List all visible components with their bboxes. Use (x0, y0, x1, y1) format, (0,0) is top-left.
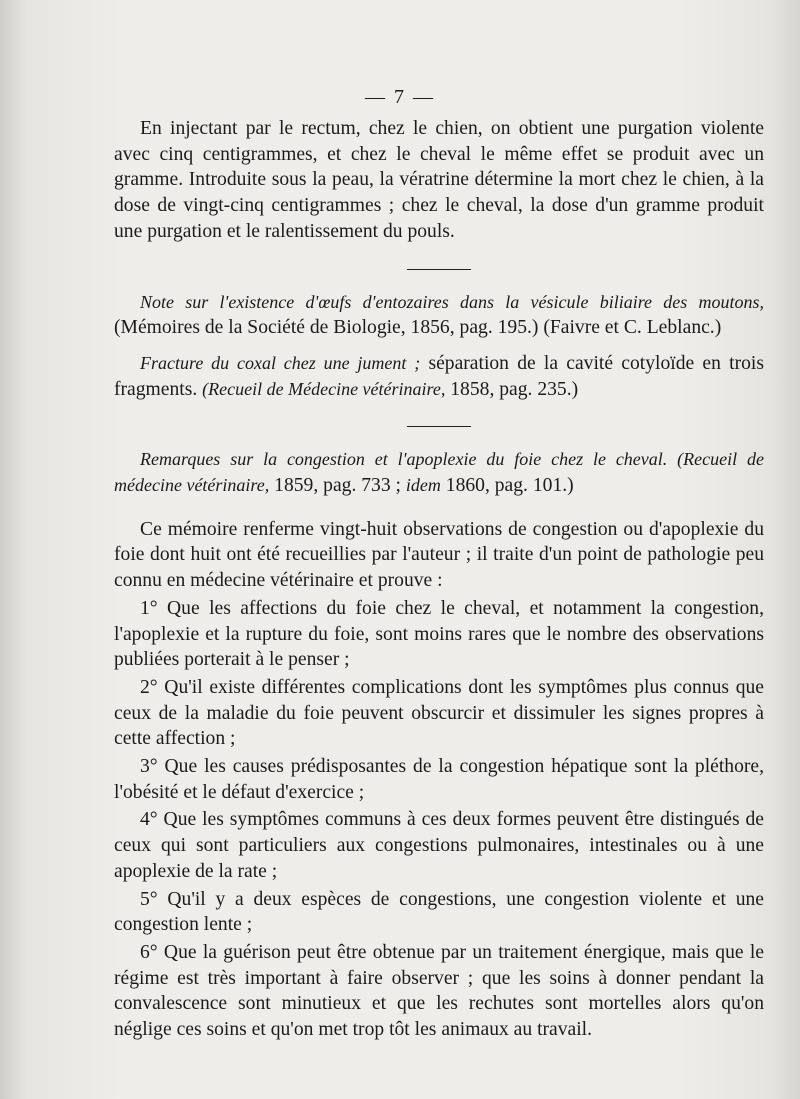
entry-title: Fracture du coxal chez une jument ; (140, 352, 421, 373)
entry-source-pages-2: 1860, pag. 101.) (440, 475, 574, 497)
entry-source: (Mémoires de la Société de Biologie, 1856, pag. 195.) (Faivre et C. Leblanc.) (114, 317, 722, 339)
entry-title: Note sur l'existence d'œufs d'entozaires dans la vésicule biliaire des moutons, (140, 291, 764, 312)
entry-source-pages: 1859, pag. 733 ; (269, 475, 406, 497)
point-5: 5° Qu'il y a deux espèces de congestions, une congestion violente et une congestion lente ; (114, 888, 764, 936)
point-4: 4° Que les symptômes communs à ces deux formes peuvent être distingués de ceux qui sont particuliers aux congestions pulmonaires, intestinales ou à une apoplexie de la rate ; (114, 809, 764, 882)
entry-fracture-coxal (114, 351, 764, 402)
section-divider-2 (407, 426, 471, 427)
entry-source-pages: 1858, pag. 235.) (445, 378, 579, 400)
entry-source-title: (Recueil de médecine vétérinaire, (114, 449, 764, 496)
intro-paragraph: En injectant par le rectum, chez le chien, on obtient une purgation violente avec cinq centigrammes, et chez le cheval le même effet se produit avec un gramme. Introduite sous la peau, la vératrine détermine la mort chez le chien, à la dose de vingt-cinq centigrammes ; chez le cheval, la dose d'un gramme produit une purgation et le ralentissement du pouls. (114, 118, 764, 242)
entry-title: Remarques sur la congestion et l'apoplexie du foie chez le cheval. (140, 449, 668, 470)
entry-description: séparation de la cavité cotyloïde en trois fragments. (114, 352, 764, 400)
point-2: 2° Qu'il existe différentes complications dont les symptômes plus connus que ceux de la maladie du foie peuvent obscurcir et dissimuler les signes propres à cette affection ; (114, 676, 764, 750)
section-divider-1 (407, 269, 471, 270)
entry-remarques-congestion (114, 447, 764, 498)
page-body (114, 116, 764, 1043)
entry-source-title: (Recueil de Médecine vétérinaire, (202, 378, 446, 399)
summary-paragraph: Ce mémoire renferme vingt-huit observations de congestion ou d'apoplexie du foie dont huit ont été recueillies par l'auteur ; il traite d'un point de pathologie peu connu en médecine vétérinaire et prouve : (114, 518, 764, 592)
page-number: — 7 — (365, 86, 435, 108)
point-3: 3° Que les causes prédisposantes de la congestion hépatique sont la pléthore, l'obésité et le défaut d'exercice ; (114, 756, 764, 803)
point-1: 1° Que les affections du foie chez le cheval, et notamment la congestion, l'apoplexie et la rupture du foie, sont moins rares que le nombre des observations publiées porterait à le penser ; (114, 597, 764, 671)
point-6: 6° Que la guérison peut être obtenue par un traitement énergique, mais que le régime est très important à faire observer ; que les soins à donner pendant la convalescence sont minutieux et que les rechutes sont mortelles alors qu'on néglige ces soins et qu'on met trop tôt les animaux au travail. (114, 941, 764, 1041)
entry-source-idem: idem (405, 475, 441, 496)
entry-oeufs-entozaires (114, 290, 764, 341)
